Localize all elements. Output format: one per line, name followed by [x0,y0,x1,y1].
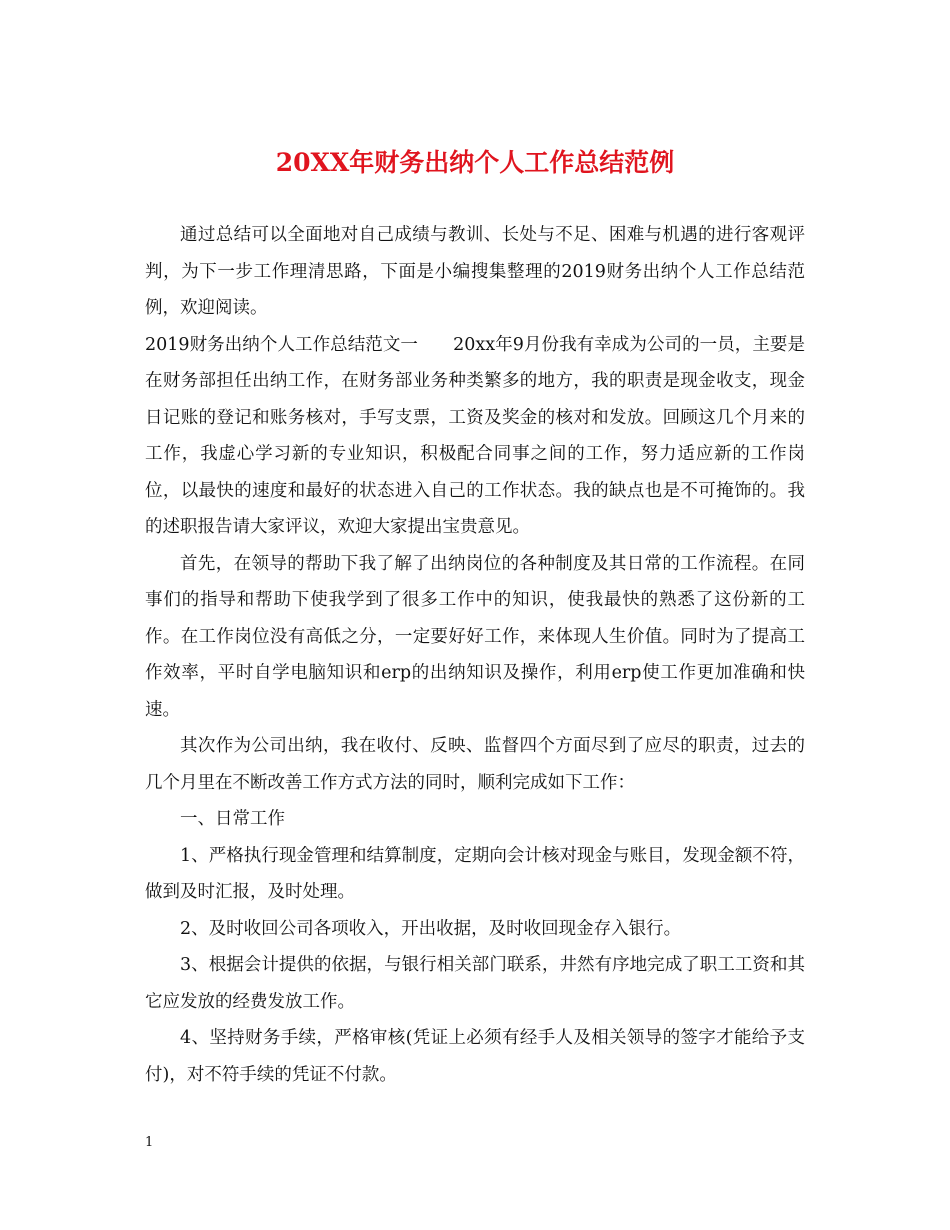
paragraph-intro: 通过总结可以全面地对自己成绩与教训、长处与不足、困难与机遇的进行客观评判，为下一步工作理清思路，下面是小编搜集整理的2019财务出纳个人工作总结范例，欢迎阅读。 [145,225,805,318]
list-item-1: 1、严格执行现金管理和结算制度，定期向会计核对现金与账目，发现金额不符，做到及时汇报，及时处理。 [145,845,805,902]
document-body [145,217,805,1093]
paragraph-first: 首先，在领导的帮助下我了解了出纳岗位的各种制度及其日常的工作流程。在同事们的指导和帮助下使我学到了很多工作中的知识，使我最快的熟悉了这份新的工作。在工作岗位没有高低之分，一定要好好工作，来体现人生价值。同时为了提高工作效率，平时自学电脑知识和erp的出纳知识及操作，利用erp使工作更加准确和快速。 [145,553,805,720]
paragraph-second: 其次作为公司出纳，我在收付、反映、监督四个方面尽到了应尽的职责，过去的几个月里在不断改善工作方式方法的同时，顺利完成如下工作： [145,736,805,793]
paragraph-sample-one: 2019财务出纳个人工作总结范文一 20xx年9月份我有幸成为公司的一员，主要是在财务部担任出纳工作，在财务部业务种类繁多的地方，我的职责是现金收支，现金日记账的登记和账务核对，手写支票，工资及奖金的核对和发放。回顾这几个月来的工作，我虚心学习新的专业知识，积极配合同事之间的工作，努力适应新的工作岗位，以最快的速度和最好的状态进入自己的工作状态。我的缺点也是不可掩饰的。我的述职报告请大家评议，欢迎大家提出宝贵意见。 [145,334,805,537]
list-item-2: 2、及时收回公司各项收入，开出收据，及时收回现金存入银行。 [180,918,682,939]
list-item-4: 4、坚持财务手续，严格审核(凭证上必须有经手人及相关领导的签字才能给予支付)，对不符手续的凭证不付款。 [145,1028,805,1085]
section-heading-daily-work: 一、日常工作 [180,809,285,829]
page-number: 1 [145,1135,154,1150]
document-title: 20XX年财务出纳个人工作总结范例 [275,148,675,177]
list-item-3: 3、根据会计提供的依据，与银行相关部门联系，井然有序地完成了职工工资和其它应发放的经费发放工作。 [145,955,805,1012]
